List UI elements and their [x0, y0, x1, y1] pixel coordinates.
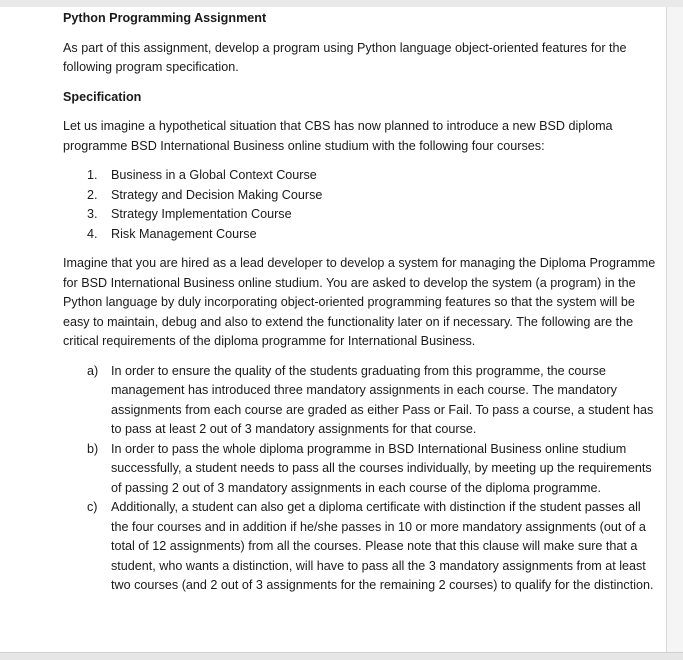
requirement-text: In order to pass the whole diploma programme in BSD International Business online studium successfully, a student needs to pass all the courses individually, by meeting up the requirements of passing 2 out of 3 mandatory assignments in each course of the diploma programme. — [111, 441, 652, 495]
requirement-text: Additionally, a student can also get a diploma certificate with distinction if the student passes all the four courses and in addition if he/she passes in 10 or more mandatory assignments (out of a total of 12 assignments) from all the courses. Please note that this clause will make sure that a student, who wants a distinction, will have to pass all the 3 mandatory assignments from at least two courses (and 2 out of 3 assignments for the remaining 2 courses) to qualify for the distinction. — [111, 500, 654, 592]
course-name: Risk Management Course — [111, 226, 257, 241]
course-name: Strategy and Decision Making Course — [111, 187, 323, 202]
requirement-text: In order to ensure the quality of the students graduating from this programme, the course management has introduced three mandatory assignments in each course. The mandatory assignments from each course are graded as either Pass or Fail. To pass a course, a student has to pass at least 2 out of 3 mandatory assignments for that course. — [111, 363, 654, 436]
course-number: 3. — [87, 207, 98, 221]
course-name: Business in a Global Context Course — [111, 168, 317, 182]
document-content — [63, 9, 661, 596]
body-paragraph: Imagine that you are hired as a lead developer to develop a system for managing the Diploma Programme for BSD International Business online studium. You are asked to develop the system (a program) in the Python language by duly incorporating object-oriented programming features so that the system will be easy to maintain, debug and also to extend the functionality later on if necessary. The following are the critical requirements of the diploma programme for International Business. — [63, 256, 656, 348]
requirement-label: c) — [87, 500, 98, 514]
document-page — [0, 7, 667, 652]
scrollbar-track[interactable] — [667, 7, 683, 652]
course-item — [63, 205, 661, 225]
requirements-list — [63, 362, 661, 596]
requirement-label: b) — [87, 441, 99, 456]
course-item — [63, 186, 661, 206]
course-item — [63, 166, 661, 186]
document-title: Python Programming Assignment — [63, 11, 267, 25]
course-number: 1. — [87, 168, 98, 182]
requirement-label: a) — [87, 363, 99, 378]
requirement-item — [63, 498, 661, 596]
requirement-item — [63, 440, 661, 499]
course-list — [63, 166, 661, 244]
course-item — [63, 225, 661, 245]
intro-paragraph: As part of this assignment, develop a program using Python language object-oriented features for the following program specification. — [63, 40, 627, 74]
specification-heading: Specification — [63, 89, 142, 104]
course-number: 4. — [87, 226, 98, 241]
course-number: 2. — [87, 187, 98, 202]
requirement-item — [63, 362, 661, 440]
course-name: Strategy Implementation Course — [111, 207, 292, 221]
specification-intro: Let us imagine a hypothetical situation that CBS has now planned to introduce a new BSD diploma programme BSD International Business online studium with the following four courses: — [63, 119, 613, 153]
